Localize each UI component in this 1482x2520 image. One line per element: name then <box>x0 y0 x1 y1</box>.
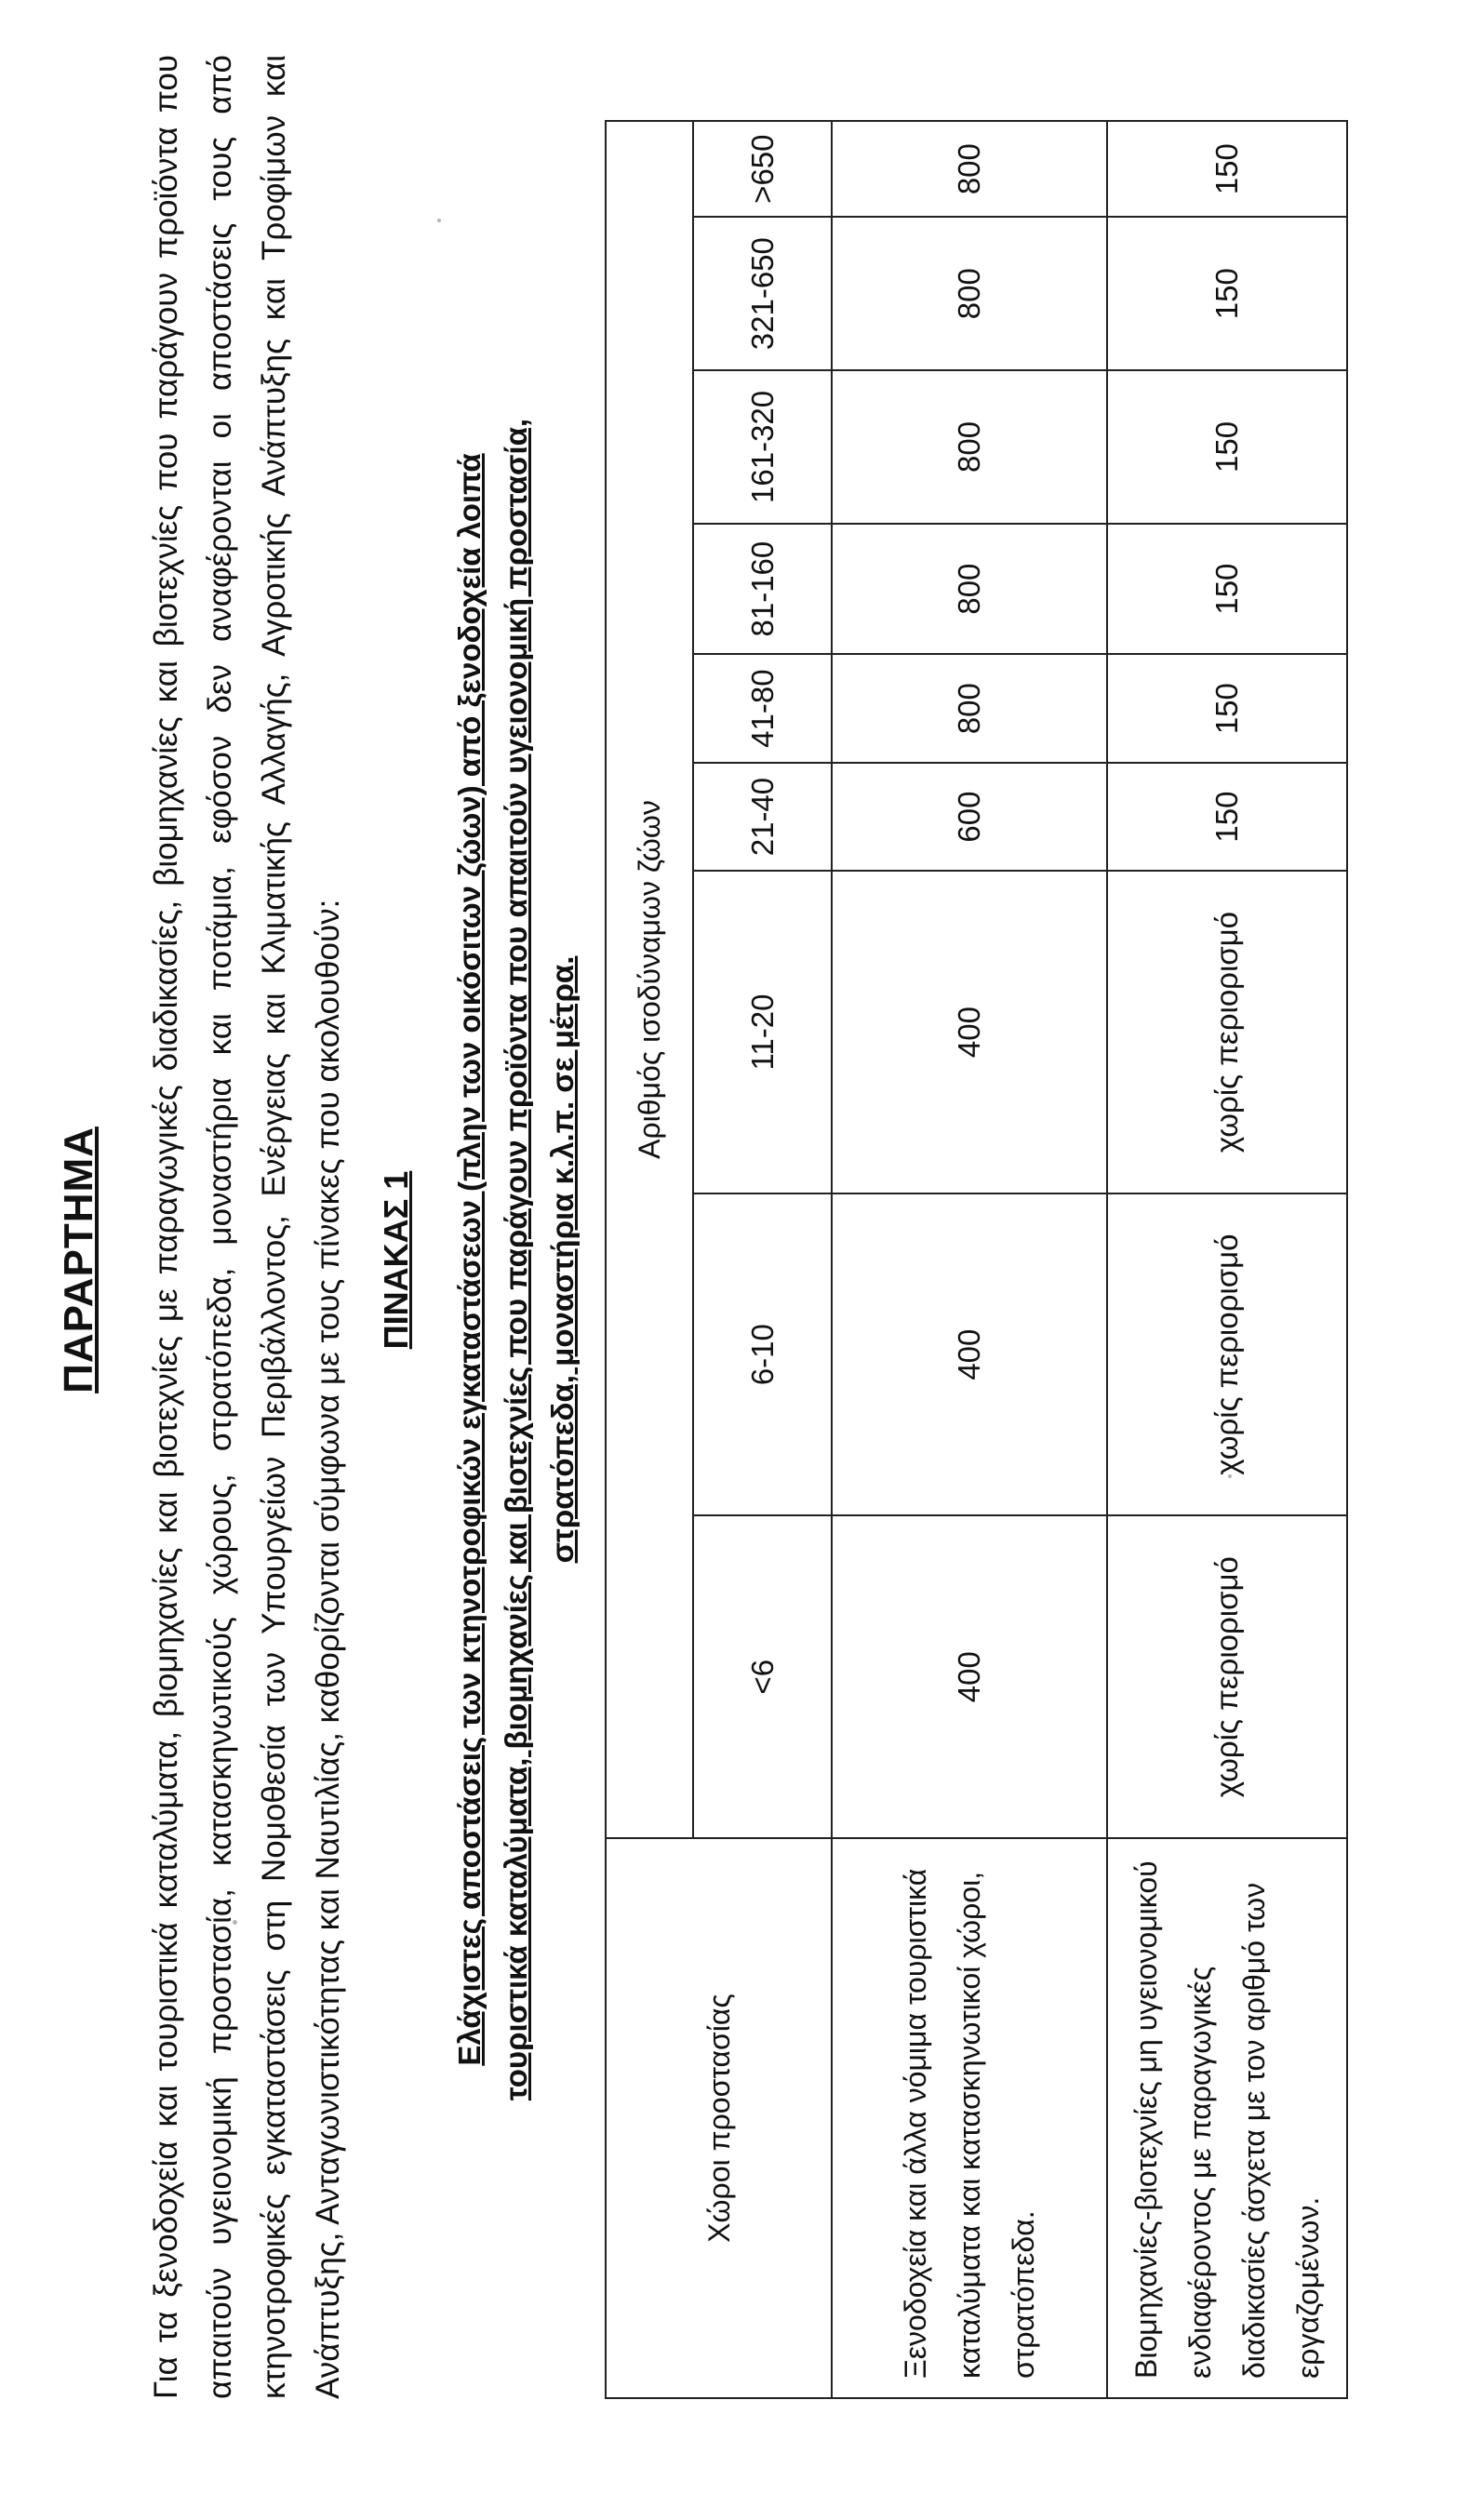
column-header: 21-40 <box>693 763 832 871</box>
table-cell: 150 <box>1107 121 1347 217</box>
scan-speck <box>437 219 441 222</box>
column-header: 6-10 <box>693 1193 832 1516</box>
table-cell: 800 <box>832 654 1107 762</box>
table-cell: 600 <box>832 763 1107 871</box>
column-header: >650 <box>693 121 832 217</box>
column-header: 161-320 <box>693 370 832 524</box>
column-header: 11-20 <box>693 871 832 1193</box>
table-cell: 800 <box>832 121 1107 217</box>
row-label: Ξενοδοχεία και άλλα νόμιμα τουριστικά καταλύματα και κατασκηνωτικοί χώροι, στρατόπεδα. <box>832 1838 1107 2398</box>
table-row <box>832 121 1107 2398</box>
table-caption: Ελάχιστες αποστάσεις των κτηνοτροφικών εγκαταστάσεων (πλην των οικόσιτων ζώων) από ξενοδοχεία λοιπά τουριστικά καταλύματα, βιομηχανίες και βιοτεχνίες που παράγουν προϊόντα που απαιτούν υγειονομική προστασία, στρατόπεδα, μοναστήρια κ.λ.π. σε μέτρα. <box>452 418 580 2101</box>
table-cell: 150 <box>1107 654 1347 762</box>
table-cell: 800 <box>832 370 1107 524</box>
table-row <box>1107 121 1347 2398</box>
table-cell: χωρίς περιορισμό <box>1107 1515 1347 1838</box>
table-cell: 150 <box>1107 217 1347 370</box>
column-header: <6 <box>693 1515 832 1838</box>
column-header: 81-160 <box>693 524 832 655</box>
distance-table <box>605 120 1348 2399</box>
table-cell: 150 <box>1107 370 1347 524</box>
intro-paragraph: Για τα ξενοδοχεία και τουριστικά καταλύματα, βιομηχανίες και βιοτεχνίες με παραγωγικές διαδικασίες, βιομηχανίες και βιοτεχνίες που παράγουν προϊόντα που απαιτούν υγειονομική προστασία, κατασκηνωτικούς χώρους, στρατόπεδα, μοναστήρια και ποτάμια, εφόσον δεν αναφέρονται οι αποστάσεις τους από κτηνοτροφικές εγκαταστάσεις στη Νομοθεσία των Υπουργείων Περιβάλλοντος, Ενέργειας και Κλιματικής Αλλαγής, Αγροτικής Ανάπτυξης και Τροφίμων και Ανάπτυξης, Ανταγωνιστικότητας και Ναυτιλίας, καθορίζονται σύμφωνα με τους πίνακες που ακολουθούν: <box>148 55 346 2399</box>
table-cell: 800 <box>832 524 1107 655</box>
table-cell: 150 <box>1107 524 1347 655</box>
table-cell: 400 <box>832 1515 1107 1838</box>
table-cell: χωρίς περιορισμό <box>1107 1193 1347 1516</box>
table-title: ΠΙΝΑΚΑΣ 1 <box>377 1170 415 1350</box>
table-header-row <box>606 121 693 2398</box>
row-label: Βιομηχανίες-βιοτεχνίες μη υγειονομικού ενδιαφέροντος με παραγωγικές διαδικασίες άσχετα με τον αριθμό των εργαζομένων. <box>1107 1838 1347 2398</box>
column-group-header: Αριθμός ισοδύναμων ζώων <box>606 121 693 1838</box>
table-cell: 800 <box>832 217 1107 370</box>
document-title: ΠΑΡΑΡΤΗΜΑ <box>56 1127 101 1393</box>
table-cell: χωρίς περιορισμό <box>1107 871 1347 1193</box>
table-cell: 150 <box>1107 763 1347 871</box>
table-cell: 400 <box>832 1193 1107 1516</box>
row-header-protection-areas: Χώροι προστασίας <box>606 1838 832 2398</box>
column-header: 41-80 <box>693 654 832 762</box>
column-header: 321-650 <box>693 217 832 370</box>
table-cell: 400 <box>832 871 1107 1193</box>
